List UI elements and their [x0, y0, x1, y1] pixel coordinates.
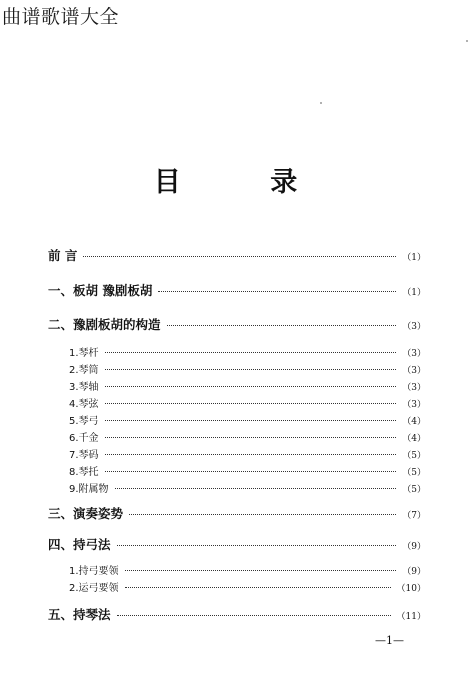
- dot-leader: [167, 325, 397, 326]
- toc-entry-2-8[interactable]: [69, 463, 426, 478]
- toc-entry-label: 4.琴弦: [69, 399, 99, 410]
- toc-entry-page: （5）: [402, 451, 426, 461]
- dot-leader: [105, 403, 397, 404]
- toc-entry-label: 1.持弓要领: [69, 566, 119, 577]
- toc-entry-page: （1）: [402, 253, 426, 263]
- toc-entry-label: 8.琴托: [69, 467, 99, 478]
- toc-entry-label: 一、板胡 豫剧板胡: [48, 283, 153, 298]
- toc-entry-chapter-1[interactable]: [48, 281, 426, 299]
- page-title: 目 录: [153, 167, 338, 198]
- toc-entry-page: （10）: [396, 584, 426, 594]
- toc-entry-label: 五、持琴法: [48, 607, 111, 622]
- toc-entry-label: 9.附属物: [69, 484, 109, 495]
- page-number: —1—: [375, 634, 404, 647]
- toc-entry-page: （1）: [402, 288, 426, 298]
- toc-entry-label: 3.琴轴: [69, 382, 99, 393]
- toc-entry-chapter-3[interactable]: [48, 504, 426, 522]
- dot-leader: [105, 420, 397, 421]
- dot-leader: [117, 615, 391, 616]
- dot-leader: [105, 454, 397, 455]
- toc-entry-page: （4）: [402, 434, 426, 444]
- toc-entry-label: 四、持弓法: [48, 537, 111, 552]
- toc-entry-chapter-2[interactable]: [48, 315, 426, 333]
- toc-entry-page: （3）: [402, 322, 426, 332]
- toc-entry-label: 1.琴杆: [69, 348, 99, 359]
- dot-leader: [105, 352, 397, 353]
- dot-leader: [129, 514, 396, 515]
- toc-entry-page: （3）: [402, 383, 426, 393]
- toc-entry-preface[interactable]: [48, 246, 426, 264]
- toc-entry-label: 二、豫剧板胡的构造: [48, 317, 161, 332]
- toc-entry-page: （7）: [402, 511, 426, 521]
- toc-entry-label: 5.琴弓: [69, 416, 99, 427]
- toc-entry-label: 6.千金: [69, 433, 99, 444]
- toc-entry-2-5[interactable]: [69, 412, 426, 427]
- toc-entry-page: （5）: [402, 485, 426, 495]
- toc-entry-2-4[interactable]: [69, 395, 426, 410]
- dot-leader: [105, 471, 397, 472]
- toc-entry-2-3[interactable]: [69, 378, 426, 393]
- dot-leader: [105, 386, 397, 387]
- toc-entry-label: 2.运弓要领: [69, 583, 119, 594]
- dot-leader: [117, 545, 397, 546]
- toc-entry-page: （3）: [402, 349, 426, 359]
- toc-entry-2-2[interactable]: [69, 361, 426, 376]
- toc-entry-page: （5）: [402, 468, 426, 478]
- scan-speck: [320, 102, 322, 104]
- dot-leader: [115, 488, 397, 489]
- toc-entry-label: 7.琴码: [69, 450, 99, 461]
- watermark-text: 曲谱歌谱大全: [2, 6, 120, 28]
- toc-entry-label: 三、演奏姿势: [48, 506, 124, 521]
- toc-entry-page: （9）: [402, 567, 426, 577]
- toc-entry-page: （3）: [402, 400, 426, 410]
- dot-leader: [83, 256, 396, 257]
- dot-leader: [158, 291, 396, 292]
- toc-entry-page: （3）: [402, 366, 426, 376]
- toc-entry-2-9[interactable]: [69, 480, 426, 495]
- dot-leader: [125, 587, 391, 588]
- toc-entry-4-1[interactable]: [69, 562, 426, 577]
- toc-entry-2-7[interactable]: [69, 446, 426, 461]
- toc-entry-2-1[interactable]: [69, 344, 426, 359]
- dot-leader: [105, 369, 397, 370]
- toc-entry-chapter-5[interactable]: [48, 605, 426, 623]
- toc-entry-page: （11）: [396, 612, 426, 622]
- toc-entry-page: （9）: [402, 542, 426, 552]
- toc-entry-2-6[interactable]: [69, 429, 426, 444]
- dot-leader: [125, 570, 397, 571]
- toc-entry-label: 前 言: [48, 248, 78, 263]
- dot-leader: [105, 437, 397, 438]
- toc-entry-label: 2.琴筒: [69, 365, 99, 376]
- toc-entry-4-2[interactable]: [69, 579, 426, 594]
- toc-entry-page: （4）: [402, 417, 426, 427]
- scan-speck: [466, 40, 468, 42]
- toc-entry-chapter-4[interactable]: [48, 535, 426, 553]
